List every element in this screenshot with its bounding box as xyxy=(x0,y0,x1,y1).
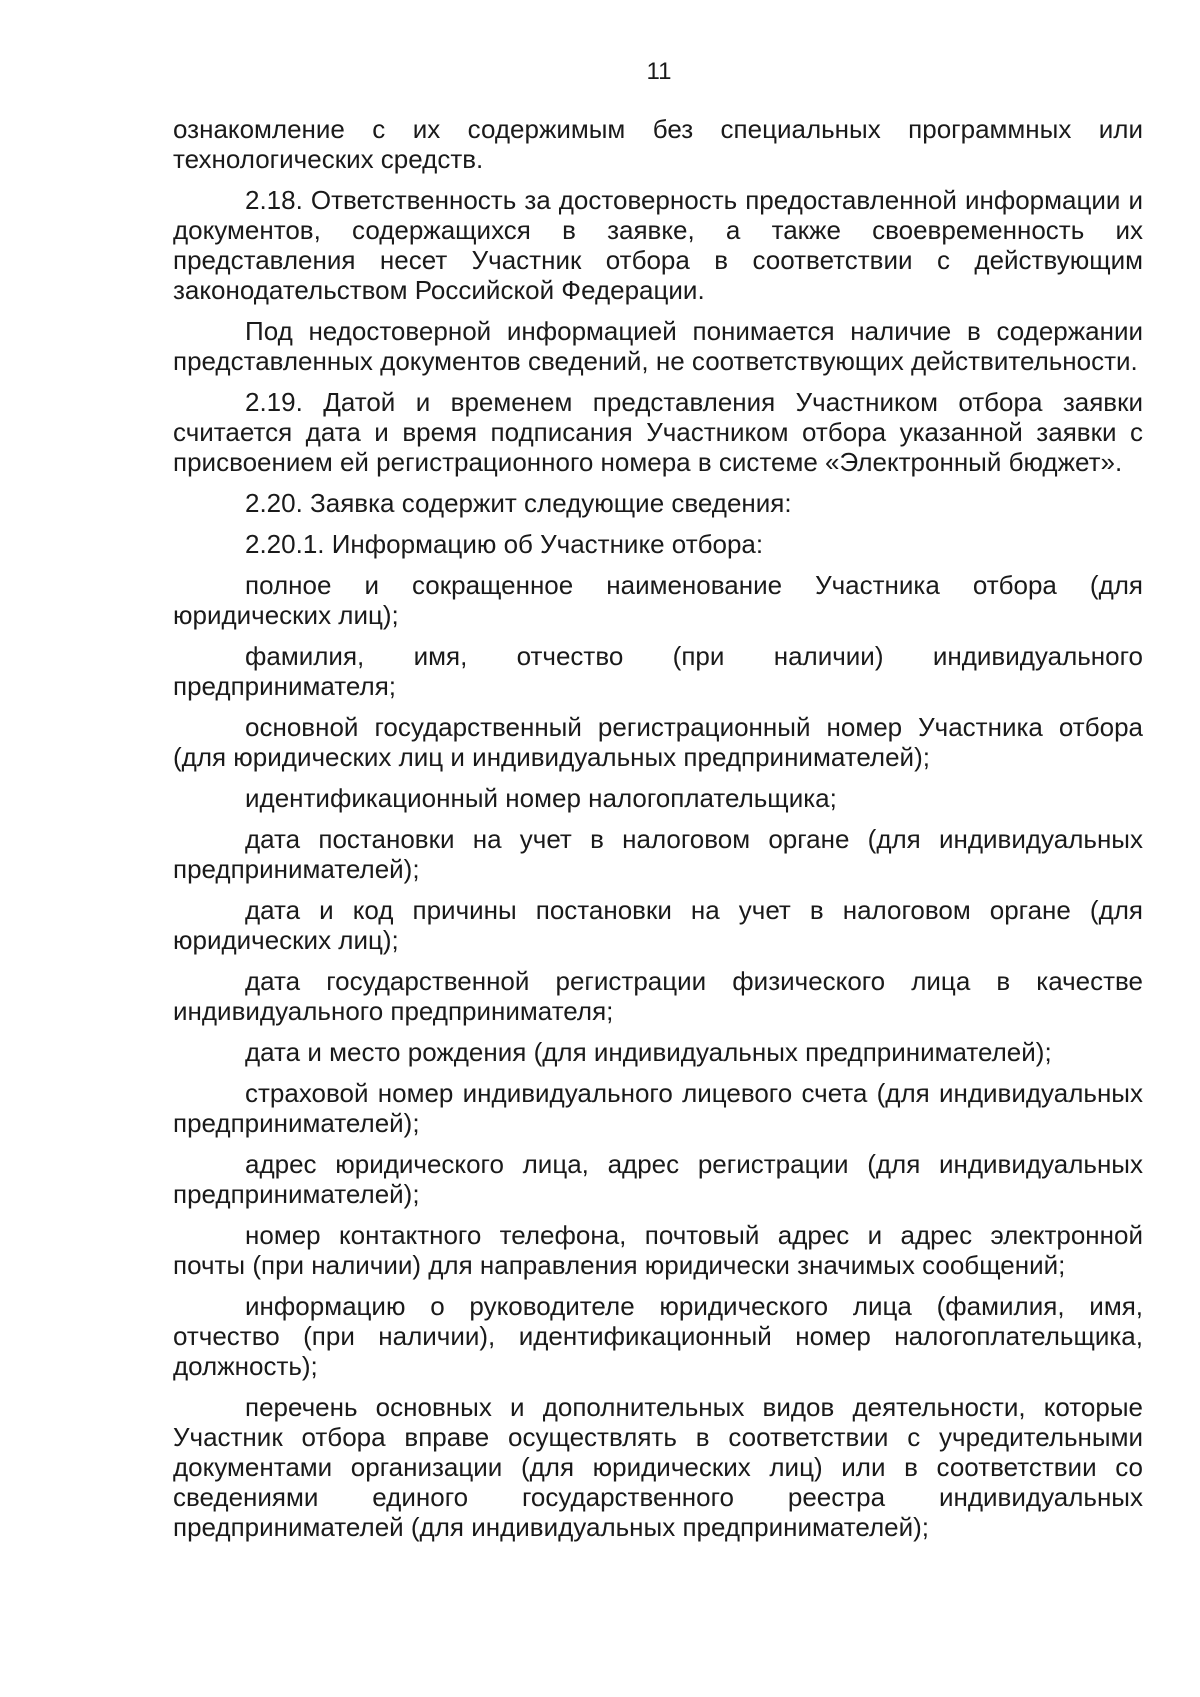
paragraph-2-19: 2.19. Датой и временем представления Участником отбора заявки считается дата и время подписания Участником отбора указанной заявки с присвоением ей регистрационного номера в системе «Электронный бюджет». xyxy=(173,387,1143,477)
paragraph-2-18: 2.18. Ответственность за достоверность предоставленной информации и документов, содержащихся в заявке, а также своевременность их представления несет Участник отбора в соответствии с действующим законодательством Российской Федерации. xyxy=(173,185,1143,305)
list-item-full-name-entrepreneur: фамилия, имя, отчество (при наличии) индивидуального предпринимателя; xyxy=(173,641,1143,701)
paragraph-continuation: ознакомление с их содержимым без специальных программных или технологических средств. xyxy=(173,114,1143,174)
paragraph-2-20-1: 2.20.1. Информацию об Участнике отбора: xyxy=(245,529,764,559)
list-item-kpp-date: дата и код причины постановки на учет в налоговом органе (для юридических лиц); xyxy=(173,895,1143,955)
list-item-birth-date-place: дата и место рождения (для индивидуальных предпринимателей); xyxy=(245,1037,1052,1067)
list-item-full-short-name: полное и сокращенное наименование Участника отбора (для юридических лиц); xyxy=(173,570,1143,630)
list-item-state-registration-date: дата государственной регистрации физического лица в качестве индивидуального предпринимателя; xyxy=(173,966,1143,1026)
paragraph-unreliable-info-definition: Под недостоверной информацией понимается наличие в содержании представленных документов сведений, не соответствующих действительности. xyxy=(173,316,1143,376)
list-item-ogrn: основной государственный регистрационный номер Участника отбора (для юридических лиц и индивидуальных предпринимателей); xyxy=(173,712,1143,772)
list-item-contacts: номер контактного телефона, почтовый адрес и адрес электронной почты (при наличии) для направления юридически значимых сообщений; xyxy=(173,1220,1143,1280)
page-number: 11 xyxy=(646,58,672,85)
list-item-address: адрес юридического лица, адрес регистрации (для индивидуальных предпринимателей); xyxy=(173,1149,1143,1209)
list-item-inn: идентификационный номер налогоплательщика; xyxy=(245,783,837,813)
list-item-activity-types: перечень основных и дополнительных видов деятельности, которые Участник отбора вправе осуществлять в соответствии с учредительными документами организации (для юридических лиц) или в соответствии со сведениями единого государственного реестра индивидуальных предпринимателей (для индивидуальных предпринимателей); xyxy=(173,1392,1143,1542)
list-item-head-info: информацию о руководителе юридического лица (фамилия, имя, отчество (при наличии), идентификационный номер налогоплательщика, должность); xyxy=(173,1291,1143,1381)
list-item-snils: страховой номер индивидуального лицевого счета (для индивидуальных предпринимателей); xyxy=(173,1078,1143,1138)
document-body xyxy=(173,114,1143,1553)
list-item-tax-registration-date: дата постановки на учет в налоговом органе (для индивидуальных предпринимателей); xyxy=(173,824,1143,884)
paragraph-2-20: 2.20. Заявка содержит следующие сведения: xyxy=(245,488,792,518)
